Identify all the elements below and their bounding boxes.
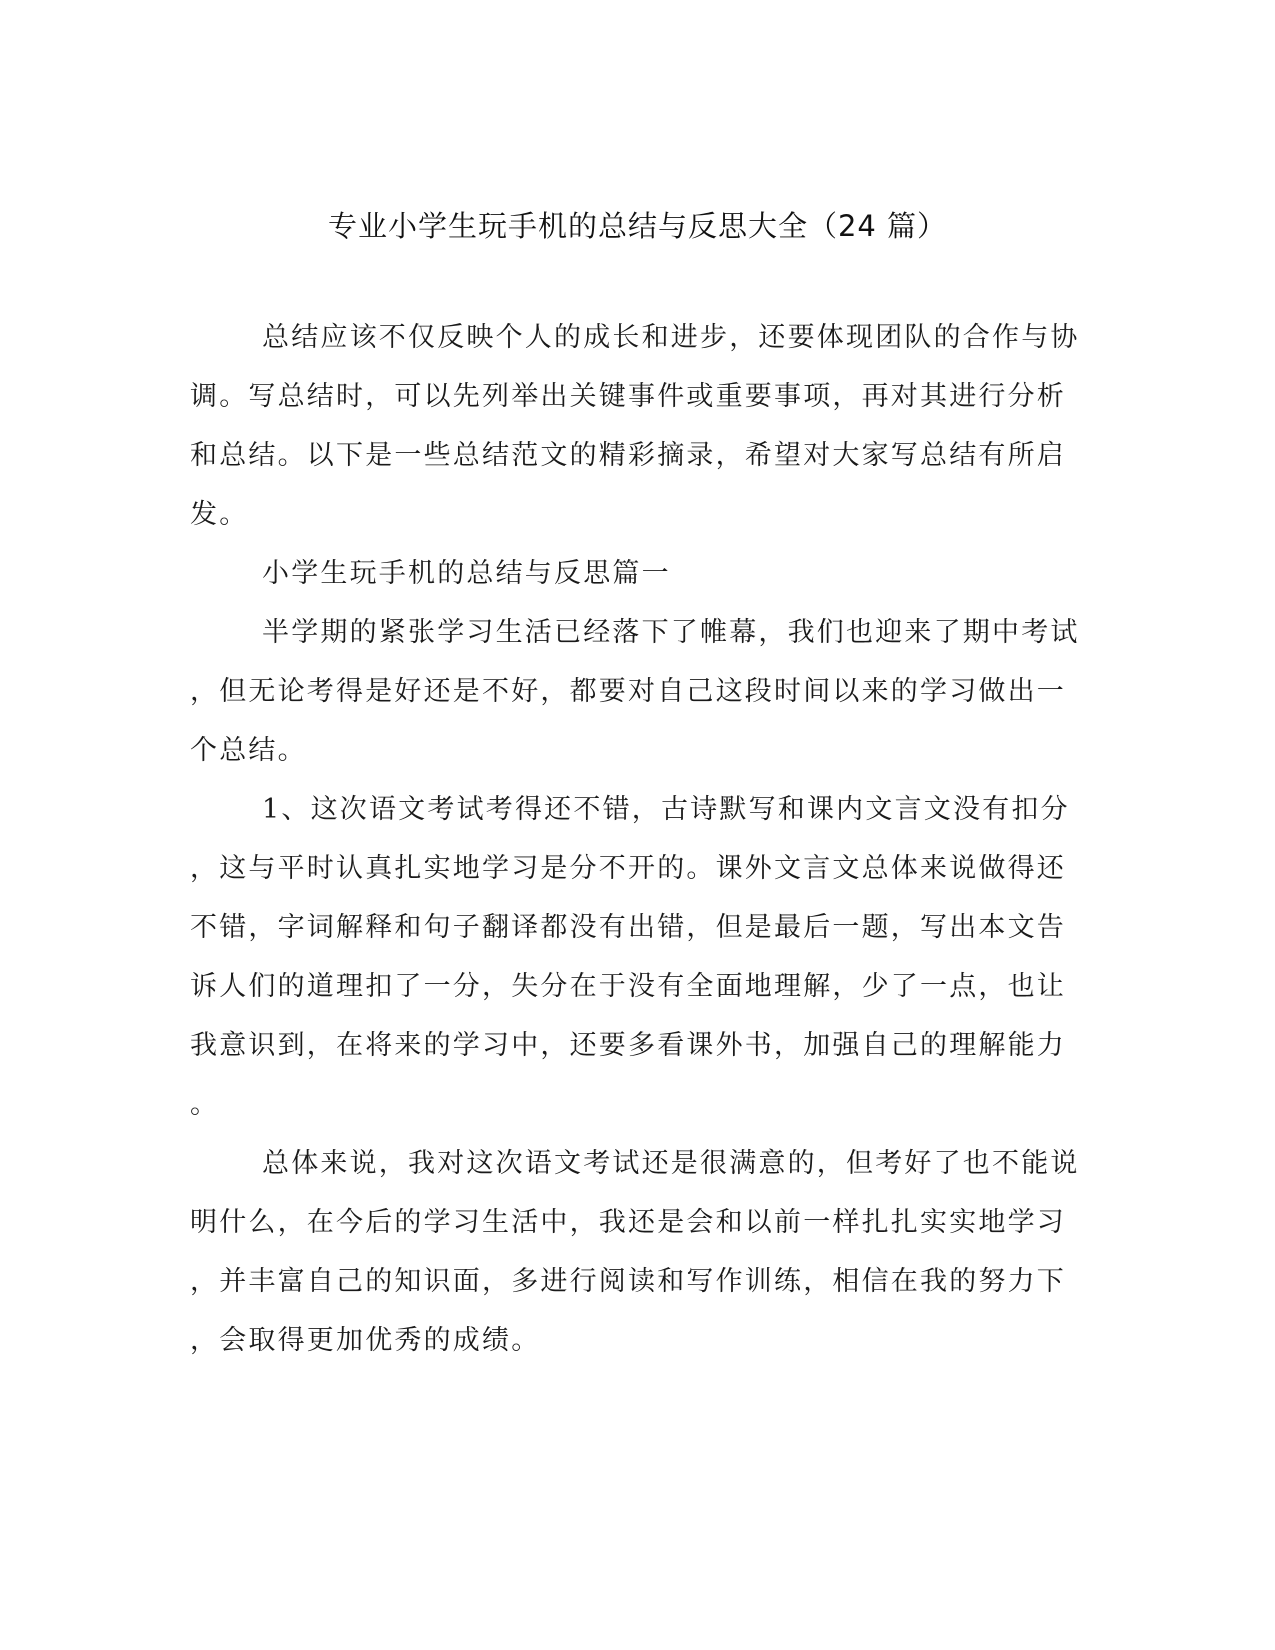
paragraph-intro-line-1: 总结应该不仅反映个人的成长和进步，还要体现团队的合作与协 bbox=[262, 322, 1080, 353]
paragraph-intro-line-4: 发。 bbox=[190, 499, 249, 530]
document-title: 专业小学生玩手机的总结与反思大全（24 篇） bbox=[327, 209, 948, 243]
paragraph-3-line-3: ，并丰富自己的知识面，多进行阅读和写作训练，相信在我的努力下 bbox=[190, 1266, 1066, 1297]
paragraph-3-line-2: 明什么，在今后的学习生活中，我还是会和以前一样扎扎实实地学习 bbox=[190, 1207, 1066, 1238]
paragraph-2-line-2: ，这与平时认真扎实地学习是分不开的。课外文言文总体来说做得还 bbox=[190, 853, 1066, 884]
paragraph-3-line-1: 总体来说，我对这次语文考试还是很满意的，但考好了也不能说 bbox=[262, 1148, 1080, 1179]
paragraph-2-line-3: 不错，字词解释和句子翻译都没有出错，但是最后一题，写出本文告 bbox=[190, 912, 1066, 943]
paragraph-1-line-3: 个总结。 bbox=[190, 735, 307, 766]
paragraph-2-line-6: 。 bbox=[190, 1089, 220, 1120]
paragraph-2-line-5: 我意识到，在将来的学习中，还要多看课外书，加强自己的理解能力 bbox=[190, 1030, 1066, 1061]
paragraph-2-line-1: 1、这次语文考试考得还不错，古诗默写和课内文言文没有扣分 bbox=[262, 794, 1070, 825]
section-heading: 小学生玩手机的总结与反思篇一 bbox=[262, 558, 671, 589]
paragraph-3-line-4: ，会取得更加优秀的成绩。 bbox=[190, 1325, 541, 1356]
paragraph-1-line-1: 半学期的紧张学习生活已经落下了帷幕，我们也迎来了期中考试 bbox=[262, 617, 1080, 648]
paragraph-2-line-4: 诉人们的道理扣了一分，失分在于没有全面地理解，少了一点，也让 bbox=[190, 971, 1066, 1002]
paragraph-intro-line-2: 调。写总结时，可以先列举出关键事件或重要事项，再对其进行分析 bbox=[190, 381, 1066, 412]
paragraph-1-line-2: ，但无论考得是好还是不好，都要对自己这段时间以来的学习做出一 bbox=[190, 676, 1066, 707]
paragraph-intro-line-3: 和总结。以下是一些总结范文的精彩摘录，希望对大家写总结有所启 bbox=[190, 440, 1066, 471]
